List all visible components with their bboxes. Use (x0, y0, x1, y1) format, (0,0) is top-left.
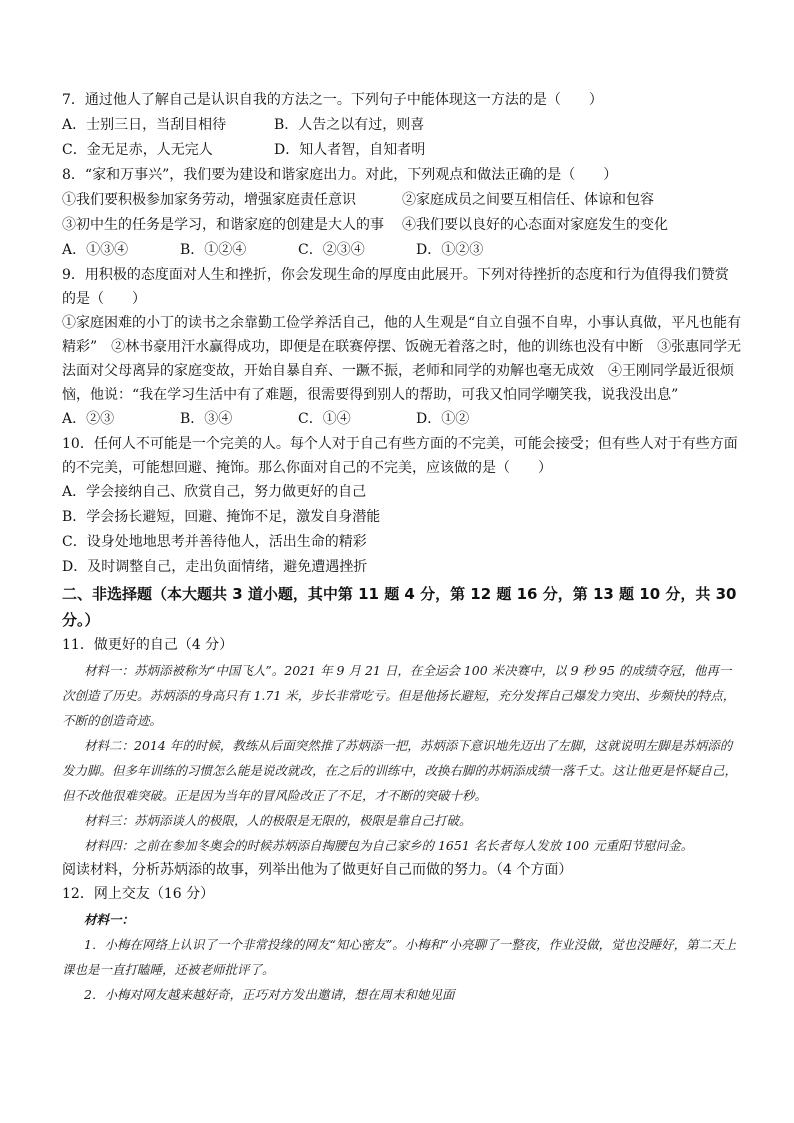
q7-options-row1 (62, 113, 742, 138)
q8-option-a[interactable]: A．①③④ (62, 242, 129, 258)
q9-body: ①家庭困难的小丁的读书之余靠勤工俭学养活自己，他的人生观是“自立自强不自卑，小事认真做，平凡也能有精彩” ②林书豪用汗水赢得成功，即便是在联赛停摆、饭碗无着落之时，他的训练也没有中断 ③张惠同学无法面对父母离异的家庭变故，开始自暴自弃、一蹶不振，老师和同学的劝解也毫无成效 ④王刚同学最近很烦恼，他说：“我在学习生活中有了难题，很需要得到别人的帮助，可我又怕同学嘲笑我，说我没出息” (62, 315, 742, 403)
q12-material-1-label: 材料一： (84, 912, 135, 927)
q11-material-4: 材料四：之前在参加冬奥会的时候苏炳添自掏腰包为自己家乡的 1651 名长者每人发放 100 元重阳节慰问金。 (84, 838, 694, 853)
q7-option-c[interactable]: C．金无足赤，人无完人 (62, 142, 213, 158)
q8-stem: 8．“家和万事兴”，我们要为建设和谐家庭出力。对此，下列观点和做法正确的是（ ） (62, 167, 618, 183)
q9-option-b[interactable]: B．③④ (180, 411, 233, 427)
q11-material-2: 材料二：2014 年的时候，教练从后面突然推了苏炳添一把，苏炳添下意识地先迈出了左脚，这就说明左脚是苏炳添的发力脚。但多年训练的习惯怎么能是说改就改，在之后的训练中，改换右脚的苏炳添成绩一落千丈。这让他更是怀疑自己，但不改他很难突破。正是因为当年的冒风险改正了不足，才不断的突破十秒。 (62, 738, 738, 803)
exam-page (62, 88, 742, 1007)
q9-option-c[interactable]: C．①④ (298, 411, 351, 427)
q9-option-a[interactable]: A．②③ (62, 411, 115, 427)
q7-option-d[interactable]: D．知人者智，自知者明 (274, 142, 426, 158)
q8-item-3: ③初中生的任务是学习，和谐家庭的创建是大人的事 (62, 217, 384, 233)
q9-option-d[interactable]: D．①② (416, 411, 470, 427)
q11-material-3: 材料三：苏炳添谈人的极限，人的极限是无限的，极限是靠自己打破。 (84, 813, 472, 828)
q8-options (62, 238, 742, 263)
q11-title: 11．做更好的自己（4 分） (62, 637, 234, 653)
q8-option-d[interactable]: D．①②③ (416, 242, 484, 258)
q7-option-b[interactable]: B．人告之以有过，则喜 (274, 117, 425, 133)
q8-item-4: ④我们要以良好的心态面对家庭发生的变化 (402, 217, 668, 233)
q12-material-1-item-1: 1．小梅在网络上认识了一个非常投缘的网友“知心密友”。小梅和“小亮聊了一整夜，作业没做，觉也没睡好，第二天上课也是一直打瞌睡，还被老师批评了。 (62, 937, 737, 977)
q11-material-1: 材料一：苏炳添被称为“中国飞人”。2021 年 9 月 21 日，在全运会 100 米决赛中，以 9 秒 95 的成绩夺冠，他再一次创造了历史。苏炳添的身高只有 1.71 米，步长非常吃亏。但是他扬长避短，充分发挥自己爆发力突出、步频快的特点，不断的创造奇迹。 (62, 663, 736, 728)
q7-options-row2 (62, 138, 742, 163)
q10-option-b[interactable]: B．学会扬长避短，回避、掩饰不足，激发自身潜能 (62, 509, 381, 525)
section-heading: 二、非选择题（本大题共 3 道小题，其中第 11 题 4 分，第 12 题 16 分，第 13 题 10 分，共 30 分。） (62, 585, 737, 629)
q10-option-c[interactable]: C．设身处地地思考并善待他人，活出生命的精彩 (62, 534, 367, 550)
q8-option-b[interactable]: B．①②④ (180, 242, 247, 258)
q7-stem: 7．通过他人了解自己是认识自我的方法之一。下列句子中能体现这一方法的是（ ） (62, 92, 603, 108)
q10-option-a[interactable]: A．学会接纳自己、欣赏自己，努力做更好的自己 (62, 484, 367, 500)
q10-option-d[interactable]: D．及时调整自己，走出负面情绪，避免遭遇挫折 (62, 559, 368, 575)
q12-title: 12．网上交友（16 分） (62, 886, 215, 902)
q9-stem: 9．用积极的态度面对人生和挫折，你会发现生命的厚度由此展开。下列对待挫折的态度和行为值得我们赞赏的是（ ） (62, 267, 729, 307)
q10-stem: 10．任何人不可能是一个完美的人。每个人对于自己有些方面的不完美，可能会接受；但有些人对于有些方面的不完美，可能想回避、掩饰。那么你面对自己的不完美，应该做的是（ ） (62, 436, 738, 476)
q8-items-row1 (62, 188, 742, 213)
q9-options (62, 407, 742, 432)
q12-material-1-item-2: 2．小梅对网友越来越好奇，正巧对方发出邀请，想在周末和她见面 (84, 987, 455, 1002)
q8-option-c[interactable]: C．②③④ (298, 242, 365, 258)
q7-option-a[interactable]: A．士别三日，当刮目相待 (62, 117, 227, 133)
q8-items-row2 (62, 213, 742, 238)
q8-item-1: ①我们要积极参加家务劳动，增强家庭责任意识 (62, 192, 356, 208)
q11-question: 阅读材料，分析苏炳添的故事，列举出他为了做更好自己而做的努力。（4 个方面） (62, 862, 573, 878)
q8-item-2: ②家庭成员之间要互相信任、体谅和包容 (402, 192, 654, 208)
